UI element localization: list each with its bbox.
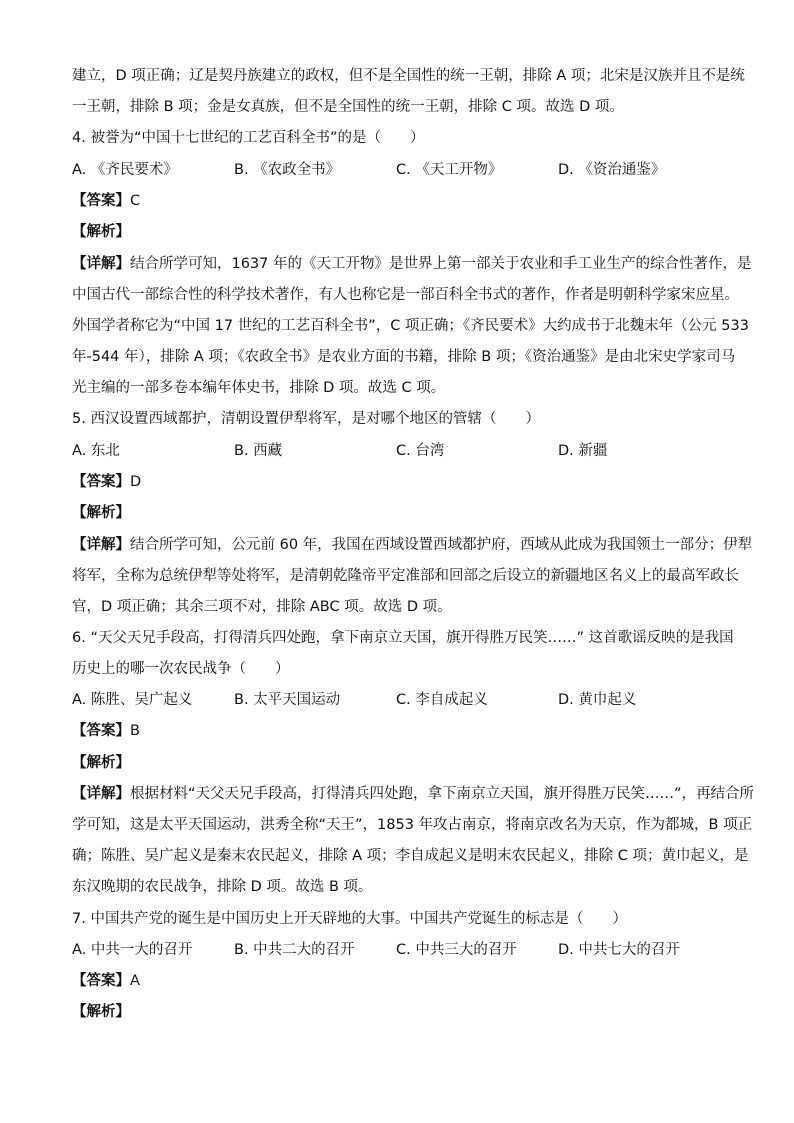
analysis-label: 【解析】 <box>72 1004 130 1020</box>
option-a: A. 《齐民要术》 <box>72 162 178 178</box>
detail-line: 官，D 项正确；其余三项不对，排除 ABC 项。故选 D 项。 <box>72 599 452 615</box>
option-d: D. 中共七大的召开 <box>558 942 680 958</box>
detail-line: 外国学者称它为“中国 17 世纪的工艺百科全书”，C 项正确；《齐民要术》大约成书于北魏末年（公元 533 <box>72 318 749 334</box>
detail-line: 中国古代一部综合性的科学技术著作，有人也称它是一部百科全书式的著作，作者是明朝科学家宋应星。 <box>72 287 739 303</box>
detail-text: 根据材料“天父天兄手段高，打得清兵四处跑，拿下南京立天国，旗开得胜万民笑……”，再结合所 <box>130 786 755 802</box>
option-b: B. 《农政全书》 <box>234 162 341 178</box>
option-d: D. 新疆 <box>558 443 608 459</box>
option-c: C. 台湾 <box>396 443 445 459</box>
answer-label: 【答案】 <box>72 723 130 739</box>
detail-line: 东汉晚期的农民战争，排除 D 项。故选 B 项。 <box>72 879 373 895</box>
question-4-stem: 4. 被誉为“中国十七世纪的工艺百科全书”的是（ ） <box>72 130 425 146</box>
option-b: B. 西藏 <box>234 443 283 459</box>
paragraph-line: 一王朝，排除 B 项；金是女真族，但不是全国性的统一王朝，排除 C 项。故选 D 项。 <box>72 99 624 115</box>
analysis-label: 【解析】 <box>72 505 130 521</box>
detail-label: 【详解】 <box>72 256 130 272</box>
detail-line: 确；陈胜、吴广起义是秦末农民起义，排除 A 项；李自成起义是明末农民起义，排除 C 项；黄巾起义，是 <box>72 848 749 864</box>
question-6-stem-cont: 历史上的哪一次农民战争（ ） <box>72 661 290 677</box>
detail-label: 【详解】 <box>72 537 130 553</box>
analysis-label: 【解析】 <box>72 755 130 771</box>
detail-line: 学可知，这是太平天国运动，洪秀全称“天王”，1853 年攻占南京，将南京改名为天京，作为都城，B 项正 <box>72 817 753 833</box>
answer-value: A <box>130 973 140 989</box>
answer-row <box>72 721 734 741</box>
option-b: B. 中共二大的召开 <box>234 942 355 958</box>
question-6-stem: 6. “天父天兄手段高，打得清兵四处跑，拿下南京立天国，旗开得胜万民笑……” 这首歌谣反映的是我国 <box>72 630 734 646</box>
detail-label: 【详解】 <box>72 786 130 802</box>
option-a: A. 陈胜、吴广起义 <box>72 692 193 708</box>
option-b: B. 太平天国运动 <box>234 692 341 708</box>
answer-label: 【答案】 <box>72 474 130 490</box>
detail-text: 结合所学可知，公元前 60 年，我国在西域设置西域都护府，西域从此成为我国领土一部分；伊犁 <box>130 537 753 553</box>
option-c: C. 中共三大的召开 <box>396 942 517 958</box>
question-5-stem: 5. 西汉设置西域都护，清朝设置伊犁将军，是对哪个地区的管辖（ ） <box>72 411 540 427</box>
detail-line <box>72 784 755 804</box>
detail-line <box>72 535 753 555</box>
option-d: D. 黄巾起义 <box>558 692 637 708</box>
detail-line: 年-544 年），排除 A 项；《农政全书》是农业方面的书籍，排除 B 项；《资治通鉴》是由北宋史学家司马 <box>72 349 736 365</box>
answer-row <box>72 971 734 991</box>
option-c: C. 《天工开物》 <box>396 162 503 178</box>
option-d: D. 《资治通鉴》 <box>558 162 666 178</box>
analysis-label: 【解析】 <box>72 224 130 240</box>
paragraph-line: 建立，D 项正确；辽是契丹族建立的政权，但不是全国性的统一王朝，排除 A 项；北宋是汉族并且不是统 <box>72 68 745 84</box>
answer-label: 【答案】 <box>72 973 130 989</box>
answer-row <box>72 191 734 211</box>
answer-label: 【答案】 <box>72 193 130 209</box>
answer-value: C <box>130 193 141 209</box>
answer-value: B <box>130 723 140 739</box>
detail-line: 将军，全称为总统伊犁等处将军，是清朝乾隆帝平定准部和回部之后设立的新疆地区名义上的最高军政长 <box>72 568 739 584</box>
answer-value: D <box>130 474 142 490</box>
detail-line: 光主编的一部多卷本编年体史书，排除 D 项。故选 C 项。 <box>72 380 446 396</box>
option-c: C. 李自成起义 <box>396 692 488 708</box>
detail-text: 结合所学可知，1637 年的《天工开物》是世界上第一部关于农业和手工业生产的综合性著作，是 <box>130 256 752 272</box>
answer-row <box>72 472 734 492</box>
detail-line <box>72 254 752 274</box>
question-7-stem: 7. 中国共产党的诞生是中国历史上开天辟地的大事。中国共产党诞生的标志是（ ） <box>72 911 627 927</box>
option-a: A. 中共一大的召开 <box>72 942 193 958</box>
option-a: A. 东北 <box>72 443 120 459</box>
